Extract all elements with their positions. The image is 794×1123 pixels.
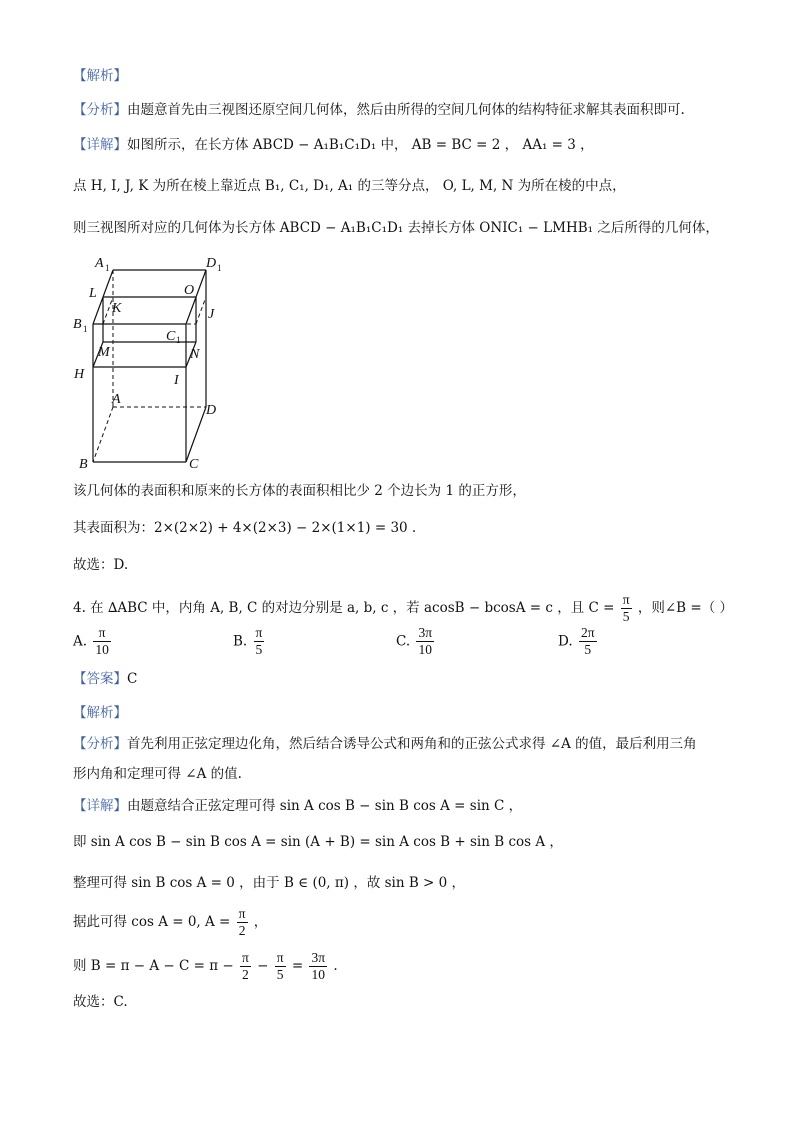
option-b-letter: B. — [233, 633, 248, 650]
label-a1-sub: 1 — [105, 263, 110, 273]
q4-analysis-text-1: 首先利用正弦定理边化角，然后结合诱导公式和两角和的正弦公式求得 ∠A 的值，最后利用三角 — [127, 736, 697, 752]
label-k: K — [112, 301, 122, 316]
q4-detail-tag: 【详解】 — [73, 798, 127, 814]
q4-detail-4-den: 2 — [238, 923, 246, 938]
hidden-edge-j — [196, 297, 206, 324]
stem-fraction — [621, 592, 632, 625]
label-c1: C — [166, 329, 176, 344]
q4-detail-5-frac-1 — [240, 950, 251, 983]
q4-detail-line-3: 整理可得 sin B cos A = 0 ，由于 B ∈ (0, π) ，故 sin B > 0 ， — [73, 875, 466, 891]
q4-f2-den: 5 — [276, 967, 284, 982]
option-d-fraction — [579, 625, 597, 658]
q4-analysis-line-1 — [73, 734, 697, 754]
option-c-num: 3π — [418, 625, 433, 640]
option-d[interactable] — [558, 625, 599, 658]
jiexi-heading: 【解析】 — [73, 68, 127, 84]
q4-detail-4-num: π — [238, 906, 246, 921]
cuboid-figure — [68, 252, 238, 476]
option-a-fraction — [93, 625, 111, 658]
cuboid-diagram — [68, 252, 238, 472]
option-c-den: 10 — [418, 642, 432, 657]
label-m: M — [98, 345, 110, 360]
question-4-stem — [73, 592, 733, 625]
q4-analysis-tag: 【分析】 — [73, 736, 127, 752]
option-a-num: π — [93, 625, 111, 642]
option-b-num: π — [255, 625, 263, 640]
stem-fraction-num: π — [622, 592, 630, 607]
label-o: O — [184, 283, 195, 298]
q4-f3-den: 10 — [311, 967, 326, 982]
question-4-stem-b: ，则∠B =（ ） — [637, 600, 733, 616]
option-c-letter: C. — [396, 633, 411, 650]
option-d-den: 5 — [584, 642, 592, 657]
label-i: I — [174, 373, 179, 388]
q4-detail-line-2: 即 sin A cos B − sin B cos A = sin (A + B) = sin A cos B + sin B cos A ， — [73, 834, 563, 850]
q4-period: . — [333, 958, 338, 974]
edge-a1l — [103, 270, 113, 297]
edge-od1 — [196, 270, 206, 297]
detail-text-1: 如图所示，在长方体 ABCD − A₁B₁C₁D₁ 中， AB = BC = 2 ， AA₁ = 3 ， — [127, 137, 594, 153]
label-a: A — [112, 392, 121, 407]
label-c1-sub: 1 — [176, 335, 181, 345]
label-d1-sub: 1 — [217, 263, 222, 273]
option-c[interactable] — [396, 625, 436, 658]
answer-line — [73, 669, 137, 689]
answer-tag: 【答案】 — [73, 671, 127, 687]
label-h: H — [74, 367, 85, 382]
q4-f2-num: π — [276, 950, 284, 965]
label-c: C — [189, 457, 199, 472]
analysis-tag: 【分析】 — [73, 102, 127, 118]
stem-fraction-den: 5 — [622, 609, 630, 624]
analysis-paragraph — [73, 100, 685, 120]
q4-detail-4-fraction — [237, 906, 248, 939]
label-n: N — [190, 347, 200, 362]
after-figure-line-1: 该几何体的表面积和原来的长方体的表面积相比少 2 个边长为 1 的正方形， — [73, 483, 526, 499]
label-a1: A — [95, 256, 104, 271]
label-b1-sub: 1 — [83, 324, 88, 334]
q4-f1-den: 2 — [242, 967, 249, 982]
q4-detail-line-5 — [73, 950, 338, 983]
label-d: D — [206, 403, 217, 418]
edge-c1o — [186, 297, 196, 324]
q4-detail-5-frac-2 — [275, 950, 286, 983]
q4-minus: − — [257, 958, 269, 974]
choose-c: 故选：C. — [73, 994, 128, 1010]
option-d-num: 2π — [580, 625, 595, 640]
question-4-stem-a: 4. 在 ∆ABC 中，内角 A, B, C 的对边分别是 a, b, c ，若 acosB − bcosA = c ，且 C = — [73, 600, 615, 616]
q4-detail-line-1 — [73, 796, 522, 816]
label-d1: D — [206, 256, 217, 271]
edge-lb1 — [93, 297, 103, 324]
edge-dc — [186, 407, 206, 462]
option-a-letter: A. — [73, 633, 88, 650]
option-c-fraction — [416, 625, 434, 658]
detail-line-3: 则三视图所对应的几何体为长方体 ABCD − A₁B₁C₁D₁ 去掉长方体 ONIC₁ − LMHB₁ 之后所得的几何体， — [73, 220, 719, 236]
q4-detail-4-b: ， — [253, 914, 268, 930]
after-figure-line-2: 其表面积为：2×(2×2) + 4×(2×3) − 2×(1×1) = 30 . — [73, 520, 417, 536]
hidden-edge-ab — [93, 407, 113, 462]
q4-eq: = — [291, 958, 304, 974]
choose-d: 故选：D. — [73, 557, 129, 573]
q4-f3-num: 3π — [311, 950, 326, 965]
option-d-letter: D. — [558, 633, 573, 650]
option-b[interactable] — [233, 625, 266, 658]
analysis-text: 由题意首先由三视图还原空间几何体，然后由所得的空间几何体的结构特征求解其表面积即可. — [127, 102, 685, 118]
label-l: L — [89, 286, 97, 301]
detail-line-2: 点 H, I, J, K 为所在棱上靠近点 B₁, C₁, D₁, A₁ 的三等分点， O, L, M, N 为所在棱的中点， — [73, 178, 626, 194]
q4-analysis-line-2: 形内角和定理可得 ∠A 的值. — [73, 766, 242, 782]
label-j: J — [208, 307, 215, 322]
q4-detail-text-1: 由题意结合正弦定理可得 sin A cos B − sin B cos A = sin C ， — [127, 798, 523, 814]
q4-detail-5-a: 则 B = π − A − C = π − — [73, 958, 234, 974]
detail-line-1 — [73, 135, 594, 155]
option-b-den: 5 — [255, 642, 263, 657]
option-a-den: 10 — [95, 642, 109, 657]
q4-detail-line-4 — [73, 906, 267, 939]
detail-tag: 【详解】 — [73, 137, 127, 153]
label-b1: B — [73, 317, 82, 332]
q4-detail-4-a: 据此可得 cos A = 0, A = — [73, 914, 231, 930]
option-a[interactable] — [73, 625, 113, 658]
q4-f1-num: π — [242, 950, 249, 965]
jiexi-heading-2: 【解析】 — [73, 705, 127, 721]
option-b-fraction — [254, 625, 265, 658]
label-b: B — [79, 457, 88, 472]
answer-value: C — [127, 671, 138, 687]
q4-detail-5-frac-3 — [309, 950, 327, 983]
